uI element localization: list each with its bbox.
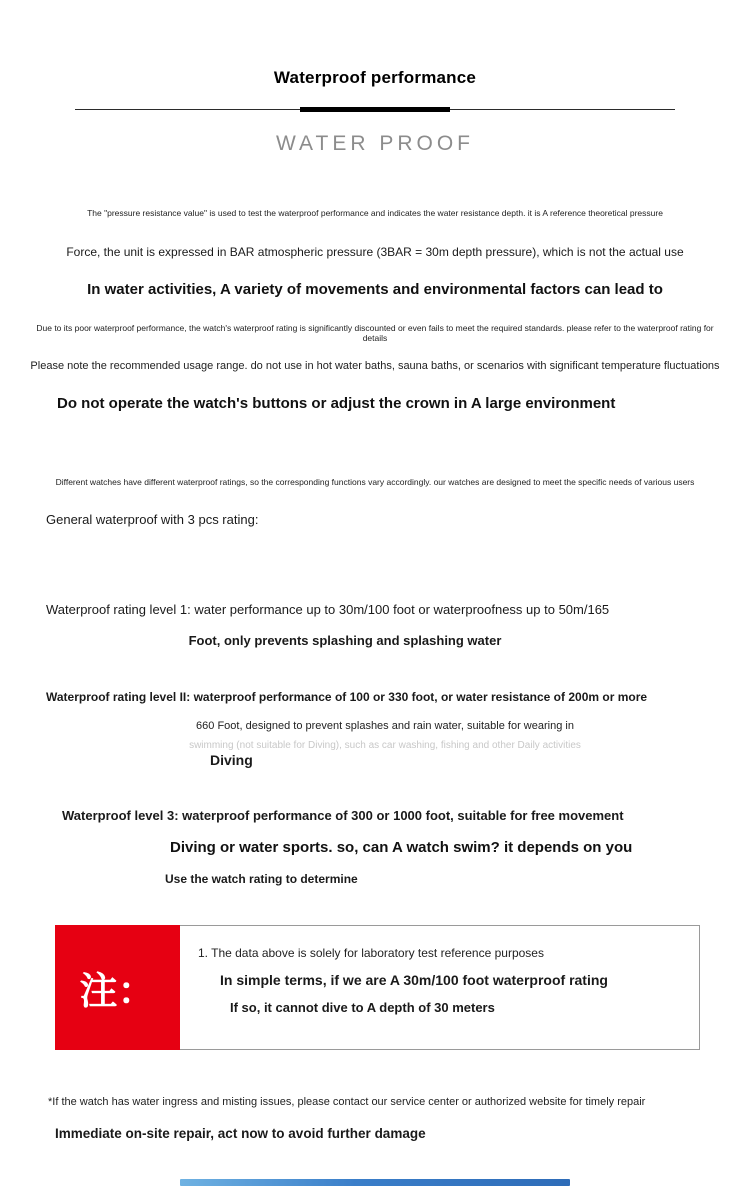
rating-level3-line2: Diving or water sports. so, can A watch swim? it depends on you xyxy=(170,839,633,856)
ratings-heading: General waterproof with 3 pcs rating: xyxy=(46,512,259,527)
title-divider-accent xyxy=(300,107,450,112)
intro-crown-warning: Do not operate the watch's buttons or adjust the crown in A large environment xyxy=(57,395,616,412)
rating-level1-line1: Waterproof rating level 1: water performance up to 30m/100 foot or waterproofness up to 50m/165 xyxy=(46,602,610,617)
note-line1: 1. The data above is solely for laboratory test reference purposes xyxy=(198,946,544,960)
rating-level2-line3: swimming (not suitable for Diving), such as car washing, fishing and other Daily activities xyxy=(189,740,581,751)
rating-level3-line1: Waterproof level 3: waterproof performance of 300 or 1000 foot, suitable for free movement xyxy=(62,808,624,823)
note-box xyxy=(55,925,700,1050)
rating-level2-diving-label: Diving xyxy=(210,752,253,768)
note-content xyxy=(180,925,700,1050)
intro-water-activities-line: In water activities, A variety of movements and environmental factors can lead to xyxy=(87,281,663,298)
rating-level3-line3: Use the watch rating to determine xyxy=(165,872,358,886)
rating-level1-line2: Foot, only prevents splashing and splashing water xyxy=(188,633,502,648)
intro-discount-note: Due to its poor waterproof performance, the watch's waterproof rating is significantly discounted or even fails to meet the required standards. please refer to the waterproof rating for details xyxy=(36,323,714,343)
rating-level2-line2: 660 Foot, designed to prevent splashes and rain water, suitable for wearing in xyxy=(196,720,574,732)
note-label: 注： xyxy=(55,925,180,1050)
intro-pressure-note: The "pressure resistance value" is used to test the waterproof performance and indicates the water resistance depth. it is A reference theoretical pressure xyxy=(87,208,663,218)
note-line2: In simple terms, if we are A 30m/100 foot waterproof rating xyxy=(220,972,608,988)
title-divider xyxy=(75,109,675,110)
intro-bar-unit-line: Force, the unit is expressed in BAR atmospheric pressure (3BAR = 30m depth pressure), which is not the actual use xyxy=(66,245,684,259)
footer-service-note: *If the watch has water ingress and misting issues, please contact our service center or authorized website for timely repair xyxy=(48,1096,646,1108)
ratings-intro-note: Different watches have different waterproof ratings, so the corresponding functions vary accordingly. our watches are designed to meet the specific needs of various users xyxy=(55,477,695,487)
note-line3: If so, it cannot dive to A depth of 30 meters xyxy=(230,1000,495,1015)
footer-repair-note: Immediate on-site repair, act now to avoid further damage xyxy=(55,1126,426,1141)
page-title: Waterproof performance xyxy=(273,68,477,87)
rating-level2-line1: Waterproof rating level II: waterproof performance of 100 or 330 foot, or water resistance of 200m or more xyxy=(46,690,648,704)
intro-usage-range-note: Please note the recommended usage range. do not use in hot water baths, sauna baths, or scenarios with significant temperature fluctuations xyxy=(30,360,720,372)
page-subtitle: WATER PROOF xyxy=(276,132,474,155)
next-section-banner-edge xyxy=(180,1179,570,1186)
